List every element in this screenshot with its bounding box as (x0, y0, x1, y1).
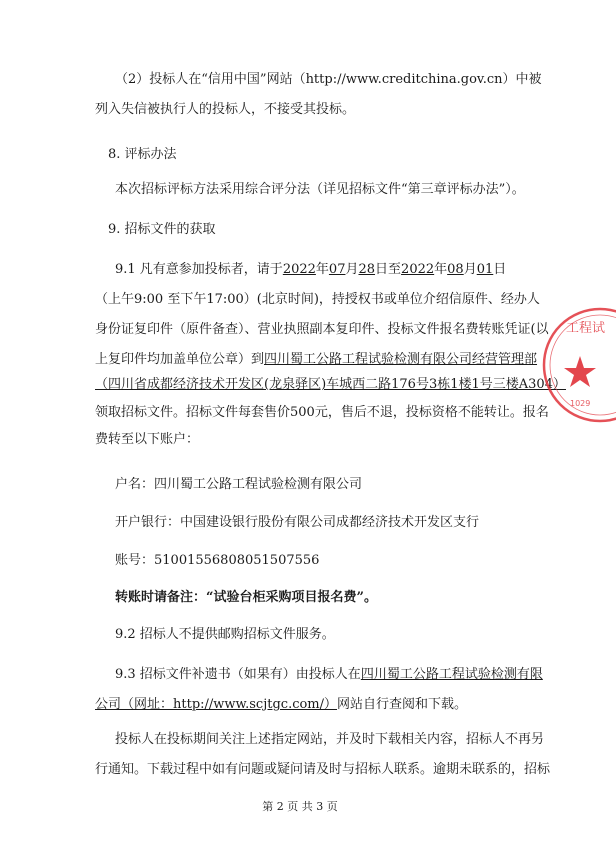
company-name: 四川蜀工公路工程试验检测有限 (360, 667, 543, 682)
text: 9.1 凡有意参加投标者，请于 (115, 262, 283, 277)
para-9-3-line1 (115, 660, 543, 690)
start-day: 28 (358, 262, 376, 277)
para-9-2: 9.2 招标人不提供邮购招标文件服务。 (115, 627, 335, 642)
account-name: 户名：四川蜀工公路工程试验检测有限公司 (115, 477, 363, 492)
start-year: 2022 (282, 262, 316, 277)
text: 年 (434, 262, 448, 277)
para-9-1-address: （四川省成都经济技术开发区(龙泉驿区)车城西二路176号3栋1楼1号三楼A304） (95, 377, 566, 392)
dept-name: 四川蜀工公路工程试验检测有限公司经营管理部 (264, 352, 538, 367)
text: 日至 (375, 262, 402, 277)
para-9-1-line2: （上午9:00 至下午17:00）(北京时间)，持授权书或单位介绍信原件、经办人 (95, 292, 540, 307)
text: 日 (493, 262, 507, 277)
text: 月 (345, 262, 359, 277)
heading-8: 8. 评标办法 (108, 147, 177, 162)
company-website: 公司（网址：http://www.scjtgc.com/） (95, 697, 338, 712)
para-9-4-line2: 行通知。下载过程中如有问题或疑问请及时与招标人联系。逾期未联系的，招标 (95, 762, 551, 777)
text: 年 (315, 262, 329, 277)
end-month: 08 (447, 262, 464, 277)
para-9-1-line3: 身份证复印件（原件备查）、营业执照副本复印件、投标文件报名费转账凭证(以 (95, 322, 549, 337)
seal-top-text: 工程试 (566, 321, 606, 336)
end-year: 2022 (401, 262, 435, 277)
star-icon (564, 356, 596, 387)
para-9-4-line1: 投标人在投标期间关注上述指定网站，并及时下载相关内容，招标人不再另 (115, 732, 545, 747)
para-9-3-line2 (95, 690, 515, 720)
seal-bottom-text: 1029 (570, 399, 591, 408)
account-bank: 开户银行：中国建设银行股份有限公司成都经济技术开发区支行 (115, 515, 480, 530)
para-credit-line2: 列入失信被执行人的投标人，不接受其投标。 (95, 102, 356, 117)
transfer-note: 转账时请备注：“试验台柜采购项目报名费”。 (115, 590, 377, 605)
para-credit-line1: （2）投标人在“信用中国”网站（http://www.creditchina.gov.cn）中被 (115, 72, 542, 87)
para-9-1-line6: 领取招标文件。招标文件每套售价500元，售后不退，投标资格不能转让。报名 (95, 405, 549, 420)
text: 上复印件均加盖单位公章）到 (95, 352, 265, 367)
start-month: 07 (328, 262, 346, 277)
end-day: 01 (476, 262, 494, 277)
para-9-1-line1 (115, 255, 535, 285)
heading-9: 9. 招标文件的获取 (108, 222, 216, 237)
page-footer: 第 2 页 共 3 页 (262, 800, 338, 813)
para-9-1-line7: 费转至以下账户： (95, 432, 200, 447)
para-8: 本次招标评标方法采用综合评分法（详见招标文件“第三章评标办法”）。 (115, 182, 525, 197)
company-seal (556, 300, 616, 430)
account-number: 账号：51001556808051507556 (115, 553, 320, 568)
text: 月 (463, 262, 477, 277)
text: 9.3 招标文件补遗书（如果有）由投标人在 (115, 667, 361, 682)
text: 网站自行查阅和下载。 (337, 697, 468, 712)
